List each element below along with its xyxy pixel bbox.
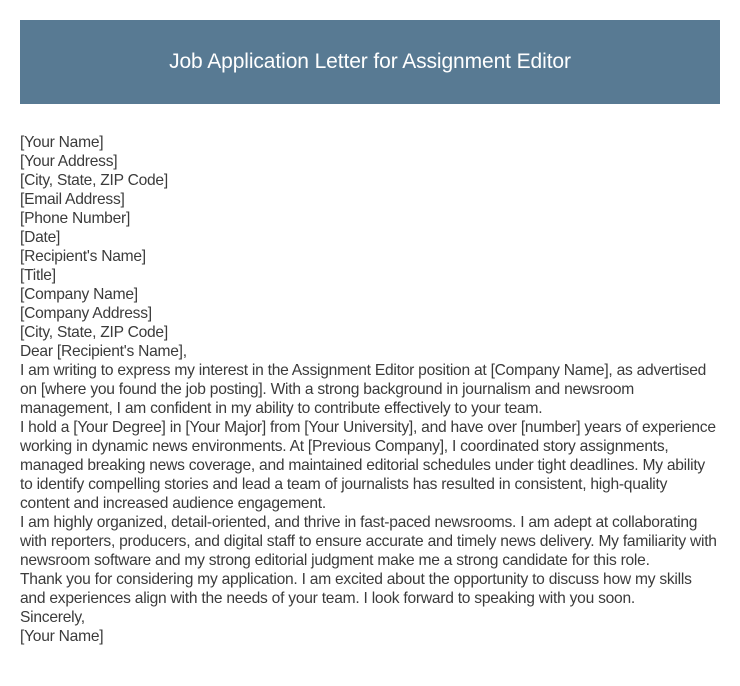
recipient-name: [Recipient's Name] xyxy=(20,248,146,265)
paragraph-intro: I am writing to express my interest in the Assignment Editor position at [Company Name], as advertised on [where you found the job posting]. With a strong background in journalism and newsroom management, I am confident in my ability to contribute effectively to your team. xyxy=(20,362,707,417)
sender-name: [Your Name] xyxy=(20,134,104,151)
letter-date: [Date] xyxy=(20,229,61,246)
sender-email: [Email Address] xyxy=(20,191,125,208)
sender-address: [Your Address] xyxy=(20,153,118,170)
signature: [Your Name] xyxy=(20,628,104,645)
letter-body xyxy=(20,133,720,646)
page-title: Job Application Letter for Assignment Editor xyxy=(169,50,571,73)
sender-city-state-zip: [City, State, ZIP Code] xyxy=(20,172,168,189)
paragraph-closing: Thank you for considering my application. I am excited about the opportunity to discuss how my skills and experiences align with the needs of your team. I look forward to speaking with you soon. xyxy=(20,571,692,607)
recipient-address: [Company Address] xyxy=(20,305,152,322)
sender-block xyxy=(20,133,720,247)
paragraph-skills: I am highly organized, detail-oriented, and thrive in fast-paced newsrooms. I am adept at collaborating with reporters, producers, and digital staff to ensure accurate and timely news delivery. My familiarity with newsroom software and my strong editorial judgment make me a strong candidate for this role. xyxy=(20,514,717,569)
sender-phone: [Phone Number] xyxy=(20,210,131,227)
paragraph-experience: I hold a [Your Degree] in [Your Major] from [Your University], and have over [number] years of experience working in dynamic news environments. At [Previous Company], I coordinated story assignments, managed breaking news coverage, and maintained editorial schedules under tight deadlines. My ability to identify compelling stories and lead a team of journalists has resulted in consistent, high-quality content and increased audience engagement. xyxy=(20,419,716,512)
title-banner xyxy=(20,20,720,104)
salutation: Dear [Recipient's Name], xyxy=(20,343,187,360)
closing: Sincerely, xyxy=(20,609,85,626)
recipient-company: [Company Name] xyxy=(20,286,138,303)
recipient-title: [Title] xyxy=(20,267,56,284)
recipient-block xyxy=(20,247,720,342)
recipient-city-state-zip: [City, State, ZIP Code] xyxy=(20,324,168,341)
